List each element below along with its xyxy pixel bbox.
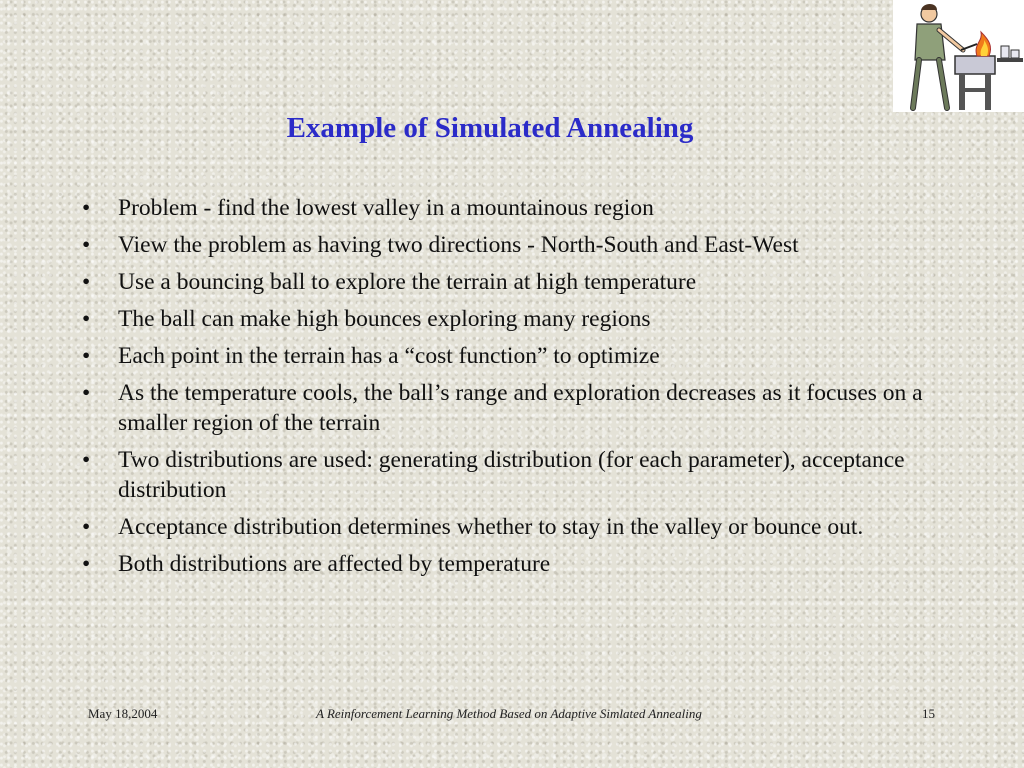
bullet-text: Two distributions are used: generating distribution (for each parameter), acceptance distribution (118, 447, 905, 503)
list-item (72, 341, 972, 371)
bullet-icon: • (82, 269, 91, 295)
bullet-icon: • (82, 343, 91, 369)
bullet-text: Both distributions are affected by temperature (118, 551, 551, 577)
bullet-icon: • (82, 195, 91, 221)
list-item (72, 378, 972, 438)
bullet-text: Acceptance distribution determines whether to stay in the valley or bounce out. (118, 514, 864, 540)
list-item (72, 445, 972, 505)
list-item (72, 193, 972, 223)
bullet-text: Each point in the terrain has a “cost function” to optimize (118, 343, 660, 369)
list-item (72, 267, 972, 297)
footer-page-number: 15 (922, 706, 935, 721)
metalworker-at-furnace-icon (893, 0, 1024, 112)
list-item (72, 549, 972, 579)
bullet-icon: • (82, 232, 91, 258)
bullet-text: The ball can make high bounces exploring many regions (118, 306, 651, 332)
bullet-text: View the problem as having two directions - North-South and East-West (118, 232, 799, 258)
list-item (72, 230, 972, 260)
bullet-icon: • (82, 380, 91, 406)
bullet-icon: • (82, 306, 91, 332)
list-item (72, 304, 972, 334)
bullet-icon: • (82, 551, 91, 577)
list-item (72, 512, 972, 542)
footer-date: May 18,2004 (88, 706, 158, 721)
bullet-text: Use a bouncing ball to explore the terrain at high temperature (118, 269, 697, 295)
bullet-icon: • (82, 514, 91, 540)
bullet-text: Problem - find the lowest valley in a mountainous region (118, 195, 654, 221)
bullet-icon: • (82, 447, 91, 473)
bullet-text: As the temperature cools, the ball’s range and exploration decreases as it focuses on a smaller region of the terrain (118, 380, 923, 436)
slide-title: Example of Simulated Annealing (286, 112, 694, 144)
footer-title: A Reinforcement Learning Method Based on Adaptive Simlated Annealing (316, 706, 702, 721)
bullet-list (72, 193, 972, 586)
